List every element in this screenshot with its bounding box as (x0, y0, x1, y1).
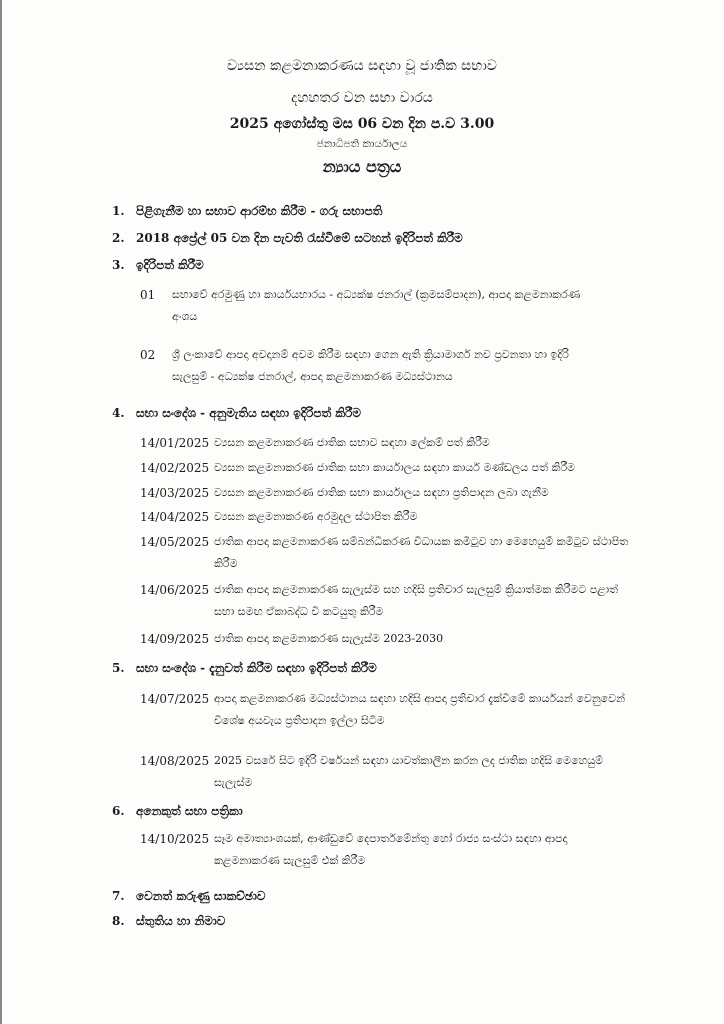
presentation-text: සභාවේ අරමුණු හා කාර්යයභාරය - අධ්‍යක්ෂ ජනරාල් (ක්‍රමසම්පාදන), ආපදා කළමනාකරණ අංශය (172, 288, 581, 323)
agenda-section (112, 914, 225, 929)
section-title: වෙනත් කරුණු සාකච්ඡාව (136, 889, 266, 903)
item-text: ව්‍යසන කළමනාකරණ ජාතික සභා කාර්යාලය සඳහා ප්‍රතිපාදන ලබා ගැනීම (214, 486, 549, 499)
list-item (140, 510, 212, 524)
item-date: 14/02/2025 (140, 461, 210, 475)
agenda-section (112, 258, 204, 273)
meeting-venue: ජනාධිපති කාර්යාලය (316, 138, 408, 150)
section-number: 2. (112, 231, 125, 245)
section-number: 6. (112, 804, 125, 818)
section-number: 4. (112, 406, 125, 420)
item-date: 14/03/2025 (140, 486, 210, 500)
item-date: 14/09/2025 (140, 632, 210, 646)
meeting-date: 2025 අගෝස්තු මස 06 වන දින ප.ව 3.00 (229, 116, 495, 132)
section-title: 2018 අප්‍රේල් 05 වන දින පැවති රැස්වීමේ සටහන් ඉදිරිපත් කිරීම (136, 231, 463, 245)
agenda-title: න්‍යාය පත්‍රය (322, 157, 402, 176)
item-text: ජාතික ආපදා කළමනාකරණ සැලැස්ම 2023-2030 (214, 632, 444, 645)
agenda-section (112, 406, 361, 421)
section-title: ස්තුතිය හා නිමාව (136, 914, 226, 928)
item-date: 14/05/2025 (140, 535, 210, 549)
agenda-section (112, 231, 463, 246)
item-date: 14/08/2025 (140, 754, 210, 768)
item-date: 14/07/2025 (140, 692, 210, 706)
item-date: 14/06/2025 (140, 583, 210, 597)
section-title: ඉදිරිපත් කිරීම (136, 258, 204, 272)
item-text: සෑම අමාත්‍යාංශයක්, ආණ්ඩුවේ දෙපාර්තමේන්තු හෝ රාජ්‍ය සංස්ථා සඳහා ආපදා කළමනාකරණ සැලසුම් එක් කිරීම (214, 832, 568, 867)
section-title: සභා සංදේශ - දැනුවත් කිරීම සඳහා ඉදිරිපත් කිරීම (136, 661, 377, 675)
council-name: ව්‍යසන කළමනාකරණය සඳහා වූ ජාතික සභාව (227, 58, 497, 74)
presentation-text: ශ්‍රී ලංකාවේ ආපදා අවදානම් අවම කිරීම සඳහා ගෙන ඇති ක්‍රියාමාර්ග නව ප්‍රවනතා හා ඉදිරි සැලසුම් - අධ්‍යක්ෂ ජනරාල්, ආපදා කළමනාකරණ මධ්‍යස්ථානය (172, 348, 569, 383)
agenda-section (112, 804, 243, 819)
item-date: 14/01/2025 (140, 436, 210, 450)
item-text: ව්‍යසන කළමනාකරණ ජාතික සභාව සඳහා ලේකම් පත් කිරීම (214, 436, 490, 449)
section-number: 5. (112, 661, 125, 675)
list-item (140, 436, 212, 450)
section-title: පිළිගැනීම හා සභාව ආරම්භ කිරීම - ගරු සභාපති (136, 204, 383, 218)
list-item (140, 486, 212, 500)
agenda-section (112, 204, 382, 219)
list-item (140, 461, 212, 475)
item-text: ව්‍යසන කළමනාකරණ ජාතික සභා කාර්යාලය සඳහා කාර්ය මණ්ඩලය පත් කිරීම (214, 461, 576, 474)
item-date: 14/10/2025 (140, 832, 210, 846)
item-date: 14/04/2025 (140, 510, 210, 524)
item-text: ජාතික ආපදා කළමනාකරණ සැලැස්ම සහ හදිසි ප්‍රතිචාර සැලසුම් ක්‍රියාත්මක කිරීමට පළාත් සභා සමඟ ඒකාබද්ධ වී කටයුතු කිරීම (214, 583, 619, 618)
list-item (140, 754, 212, 768)
item-text: ජාතික ආපදා කළමනාකරණ සම්බන්ධීකරණ විධායක කමිටුව හා මෙහෙයුම් කමිටුව ස්ථාපිත කිරීම (214, 535, 629, 570)
list-item (140, 832, 212, 846)
page-left-edge (0, 0, 2, 1024)
section-number: 8. (112, 914, 125, 928)
presentation-number: 01 (140, 288, 156, 302)
session-number: දහහතර වන සභා වාරය (291, 90, 433, 106)
agenda-section (112, 661, 377, 676)
list-item (140, 535, 212, 549)
section-number: 3. (112, 258, 125, 272)
list-item (140, 692, 212, 706)
section-number: 1. (112, 204, 125, 218)
list-item (140, 632, 212, 646)
section-title: සභා සංදේශ - අනුමැතිය සඳහා ඉදිරිපත් කිරීම (136, 406, 362, 420)
item-text: ව්‍යසන කළමනාකරණ අරමුදල ස්ථාපිත කිරීම (214, 510, 418, 523)
item-text: 2025 වසරේ සිට ඉදිරි වර්ෂයන් සඳහා යාවත්කාලීන කරන ලද ජාතික හදිසි මෙහෙයුම් සැලැස්ම (214, 754, 604, 789)
section-title: අනෙකුත් සභා පත්‍රිකා (136, 804, 243, 818)
section-number: 7. (112, 889, 125, 903)
item-text: ආපදා කළමනාකරණ මධ්‍යස්ථානය සඳහා හදිසි ආපදා ප්‍රතිචාර දැක්වීමේ කාර්යයන් වෙනුවෙන් විශේෂ අයවැය ප්‍රතිපාදන ඉල්ලා සිටීම (214, 692, 625, 727)
presentation-number: 02 (140, 348, 156, 362)
agenda-section (112, 889, 266, 904)
list-item (140, 583, 212, 597)
